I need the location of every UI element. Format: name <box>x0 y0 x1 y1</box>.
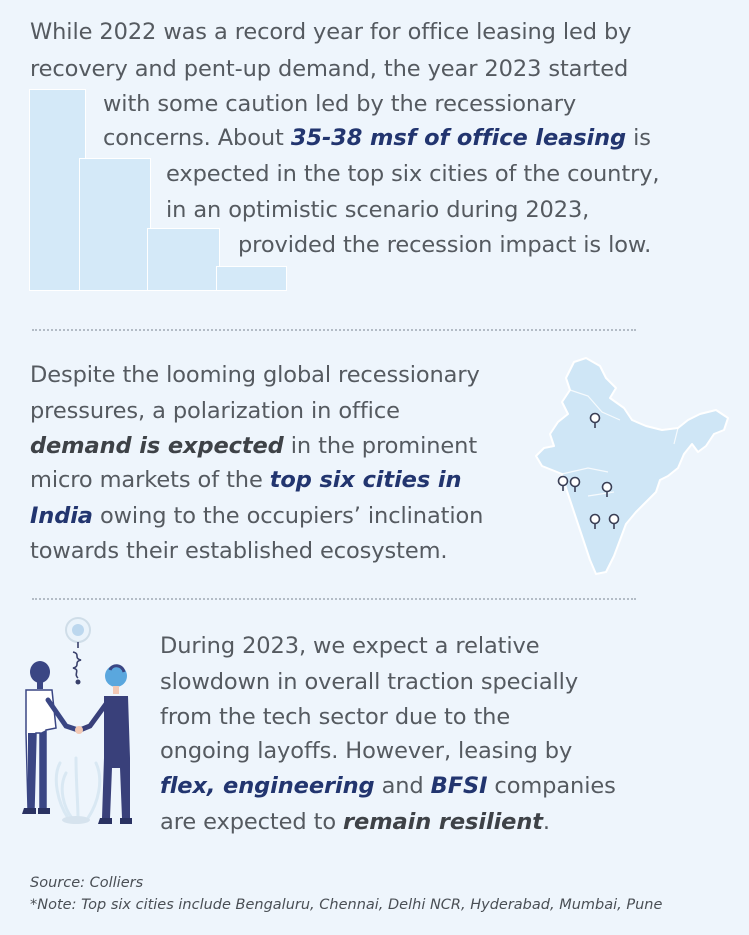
text-line: During 2023, we expect a relative <box>160 633 540 659</box>
india-map-shape <box>536 358 728 574</box>
businesswoman-figure <box>80 665 132 824</box>
text-line: Despite the looming global recessionary <box>30 362 480 388</box>
text-run: in the prominent <box>283 433 478 459</box>
india-map-illustration <box>528 356 733 578</box>
demand-highlight: demand is expected <box>30 433 284 459</box>
text-line <box>30 499 483 534</box>
india-highlight: India <box>30 503 93 529</box>
bfsi-highlight: BFSI <box>430 773 488 799</box>
cities-highlight: top six cities in <box>269 467 462 493</box>
text-run: . <box>542 809 550 835</box>
decor-bar-1 <box>29 89 86 291</box>
decor-bar-2 <box>79 158 151 291</box>
text-line <box>160 805 550 840</box>
text-line: While 2022 was a record year for office leasing led by <box>30 19 632 45</box>
leasing-highlight: 35-38 msf of office leasing <box>290 125 627 151</box>
text-line <box>30 429 477 464</box>
text-line: towards their established ecosystem. <box>30 538 448 564</box>
text-line <box>160 769 616 804</box>
text-line <box>103 121 651 156</box>
text-line: recovery and pent-up demand, the year 2023 started <box>30 56 629 82</box>
text-line: pressures, a polarization in office <box>30 398 400 424</box>
text-run: concerns. About <box>103 125 291 151</box>
decor-bar-3 <box>147 228 220 291</box>
businessman-figure <box>22 661 78 814</box>
text-line: from the tech sector due to the <box>160 704 511 730</box>
text-line: in an optimistic scenario during 2023, <box>166 197 590 223</box>
handshake-illustration <box>18 608 148 848</box>
text-run: are expected to <box>160 809 344 835</box>
source-note: Source: Colliers <box>30 875 144 891</box>
text-line <box>30 463 461 498</box>
text-line: provided the recession impact is low. <box>238 232 652 258</box>
text-line: ongoing layoffs. However, leasing by <box>160 738 573 764</box>
text-run: owing to the occupiers’ inclination <box>92 503 484 529</box>
text-run: is <box>626 125 651 151</box>
section-divider <box>32 598 636 600</box>
text-run: and <box>374 773 431 799</box>
text-line: expected in the top six cities of the country, <box>166 161 660 187</box>
decor-bar-4 <box>216 266 287 291</box>
text-run: companies <box>487 773 616 799</box>
sectors-highlight: flex, engineering <box>160 773 375 799</box>
section-divider <box>32 329 636 331</box>
text-run: micro markets of the <box>30 467 270 493</box>
resilient-highlight: remain resilient <box>343 809 543 835</box>
text-line: slowdown in overall traction specially <box>160 669 579 695</box>
text-line: with some caution led by the recessionary <box>103 91 577 117</box>
cities-footnote: *Note: Top six cities include Bengaluru, Chennai, Delhi NCR, Hyderabad, Mumbai, Pune <box>30 897 663 913</box>
